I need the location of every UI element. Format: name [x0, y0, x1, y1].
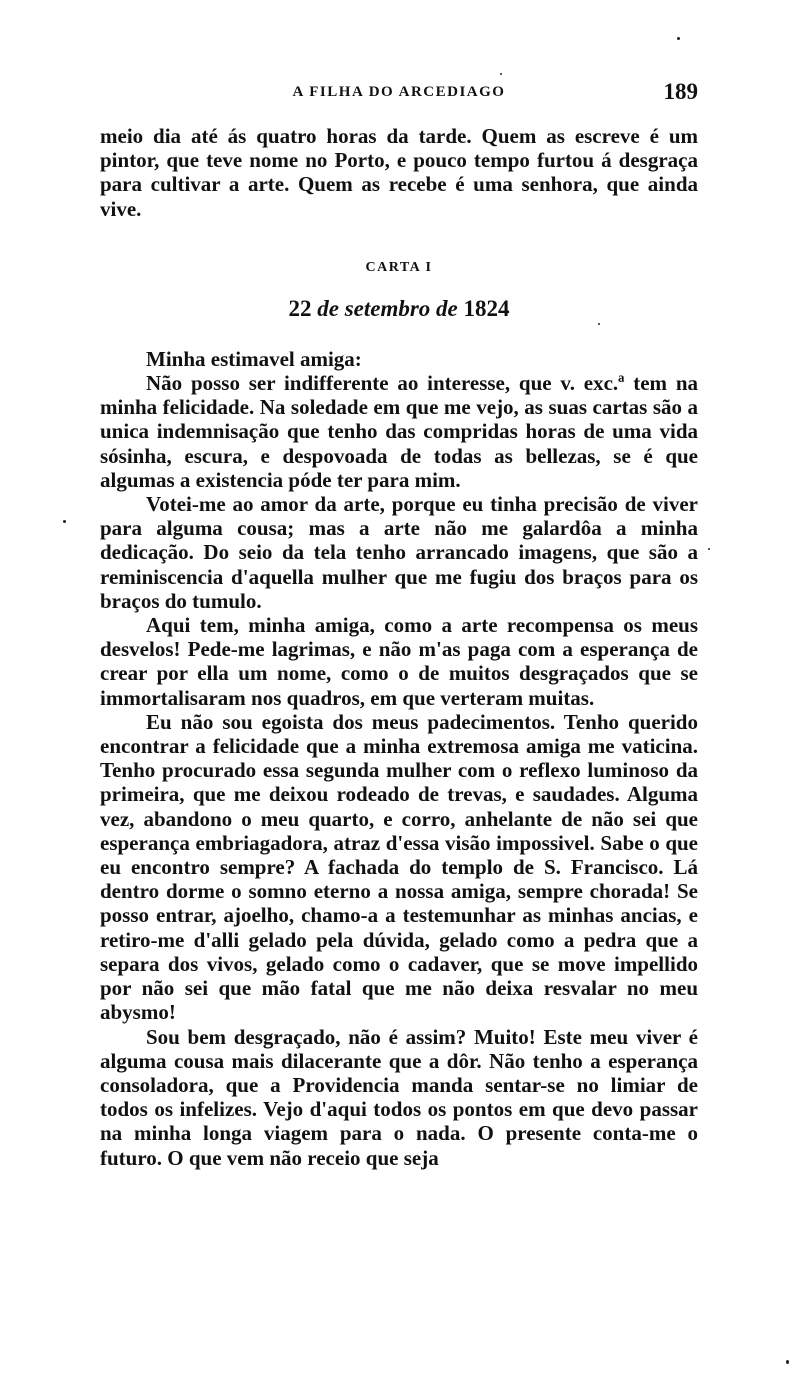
- scan-speck: [786, 1360, 789, 1364]
- page-body: [100, 124, 698, 1170]
- date-year: 1824: [463, 295, 510, 321]
- intro-paragraph: meio dia até ás quatro horas da tarde. Quem as escreve é um pintor, que teve nome no Porto, e pouco tempo furtou á desgraça para cultivar a arte. Quem as recebe é uma senhora, que ainda vive.: [100, 124, 698, 221]
- scan-speck: [500, 73, 502, 75]
- date-preposition-2: de: [436, 295, 458, 321]
- letter-date: [100, 295, 698, 323]
- date-month: setembro: [344, 295, 431, 321]
- letter-paragraph: Aqui tem, minha amiga, como a arte recompensa os meus desvelos! Pede-me lagrimas, e não m'as paga com a esperança de crear por ella um nome, como o de muitos desgraçados que se immortalisaram nos quadros, em que verteram muitas.: [100, 613, 698, 710]
- letter-paragraph: Votei-me ao amor da arte, porque eu tinha precisão de viver para alguma cousa; mas a arte não me galardôa a minha dedicação. Do seio da tela tenho arrancado imagens, que são a reminiscencia d'aquella mulher que me fugiu dos braços para os braços do tumulo.: [100, 492, 698, 613]
- scan-speck: [708, 548, 710, 550]
- letter-heading: CARTA I: [365, 259, 433, 275]
- scan-speck: [677, 37, 680, 40]
- scan-speck: [63, 520, 66, 523]
- letter-paragraph: Eu não sou egoista dos meus padecimentos. Tenho querido encontrar a felicidade que a minha extremosa amiga me vaticina. Tenho procurado essa segunda mulher com o reflexo luminoso da primeira, que me deixou rodeado de trevas, e saudades. Alguma vez, abandono o meu quarto, e corro, anhelante de não sei que esperança embriagadora, atraz d'essa visão impossivel. Sabe o que eu encontro sempre? A fachada do templo de S. Francisco. Lá dentro dorme o somno eterno a nossa amiga, sempre chorada! Se posso entrar, ajoelho, chamo-a a testemunhar as minhas ancias, e retiro-me d'alli gelado pela dúvida, gelado como a pedra que a separa dos vivos, gelado como o cadaver, que se move impellido por não sei que mão fatal que me não deixa resvalar no meu abysmo!: [100, 709, 698, 1025]
- letter-paragraph: Sou bem desgraçado, não é assim? Muito! Este meu viver é alguma cousa mais dilacerante que a dôr. Não tenho a esperança consoladora, que a Providencia manda sentar-se no limiar de todos os infelizes. Vejo d'aqui todos os pontos em que devo passar na minha longa viagem para o nada. O presente conta-me o futuro. O que vem não receio que seja: [100, 1024, 698, 1170]
- scan-speck: [598, 323, 600, 325]
- letter-paragraph: Não posso ser indifferente ao interesse, que v. exc.ª tem na minha felicidade. Na soledade em que me vejo, as suas cartas são a unica indemnisação que tenho das compridas horas de uma vida sósinha, escura, e despovoada de todas as bellezas, se é que algumas a existencia póde ter para mim.: [100, 371, 698, 492]
- date-day: 22: [288, 295, 312, 321]
- salutation: Minha estimavel amiga:: [146, 346, 362, 371]
- running-header: [100, 79, 698, 114]
- running-title: A FILHA DO ARCEDIAGO: [292, 84, 506, 100]
- page-number: 189: [663, 79, 698, 104]
- date-preposition-1: de: [317, 295, 339, 321]
